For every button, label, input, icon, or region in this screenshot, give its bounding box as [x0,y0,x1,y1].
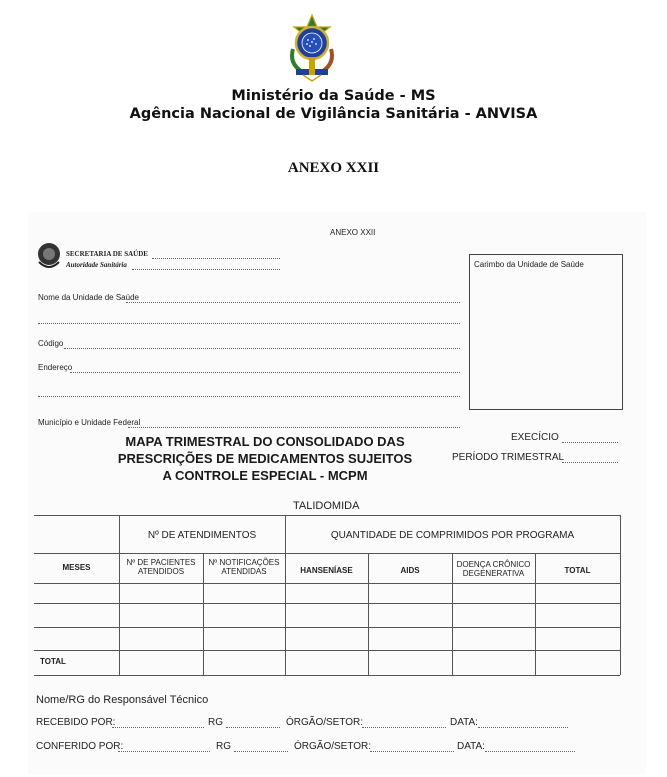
municipio-line [128,427,460,428]
autoridade-label: Autoridade Sanitária [66,261,127,269]
recebido-orgao-label: ÓRGÃO/SETOR: [286,717,364,728]
table-col-line-7 [620,515,621,675]
col-notificacoes: Nº NOTIFICAÇÕES ATENDIDAS [208,558,280,576]
exercicio-label: EXECÍCIO [511,432,559,443]
periodo-line [562,462,618,463]
nome-unidade-label: Nome da Unidade de Saúde [38,293,139,302]
col-pacientes: Nº DE PACIENTES ATENDIDOS [126,558,196,576]
table-col-line-2 [203,553,204,675]
table-bottom-border [34,675,620,676]
conferido-data-line [485,751,575,752]
substance-label: TALIDOMIDA [293,500,360,512]
table-header-bottom [34,583,620,584]
exercicio-line [562,442,618,443]
municipio-label: Município e Unidade Federal [38,418,141,427]
responsavel-label: Nome/RG do Responsável Técnico [36,694,209,706]
table-col-line-5 [452,553,453,675]
table-row-line-1 [34,603,620,604]
nome-unidade-line-2 [38,323,460,324]
table-row-line-2 [34,627,620,628]
emblem-icon [36,240,62,270]
conferido-rg-line [234,751,288,752]
table-row-line-3 [34,650,620,651]
codigo-label: Código [38,339,64,348]
recebido-rg-label: RG [208,717,223,728]
periodo-label: PERÍODO TRIMESTRAL [452,452,565,463]
endereco-line-2 [38,396,460,397]
recebido-line [112,727,204,728]
col-aids: AIDS [400,566,420,575]
endereco-label: Endereço [38,363,73,372]
brazil-coat-of-arms-icon [283,13,341,83]
agency-title: Agência Nacional de Vigilância Sanitária - ANVISA [129,106,538,122]
secretaria-line [152,258,280,259]
form-title-line1: MAPA TRIMESTRAL DO CONSOLIDADO DAS [125,434,405,449]
carimbo-label: Carimbo da Unidade de Saúde [474,260,584,269]
codigo-line [64,348,460,349]
header-atendimentos: Nº DE ATENDIMENTOS [147,530,257,541]
endereco-line [70,372,460,373]
conferido-data-label: DATA: [457,741,485,752]
col-hanseniase: HANSENÍASE [300,566,353,575]
table-top-border [34,515,620,516]
col-total: TOTAL [564,566,591,575]
recebido-data-label: DATA: [450,717,478,728]
form-title-line2: PRESCRIÇÕES DE MEDICAMENTOS SUJEITOS [117,451,413,466]
table-header-divider [34,553,620,554]
recebido-data-line [478,727,568,728]
col-doenca: DOENÇA CRÔNICO DEGENERATIVA [456,560,531,578]
nome-unidade-line [126,302,460,303]
conferido-orgao-line [370,751,454,752]
conferido-orgao-label: ÓRGÃO/SETOR: [294,741,372,752]
recebido-rg-line [226,727,280,728]
col-meses: MESES [62,563,91,572]
recebido-orgao-line [362,727,446,728]
autoridade-line [132,269,280,270]
form-annex-label: ANEXO XXII [330,228,376,237]
ministry-title: Ministério da Saúde - MS [231,88,436,104]
conferido-label: CONFERIDO POR: [36,741,124,752]
carimbo-box [469,254,623,410]
conferido-rg-label: RG [216,741,231,752]
recebido-label: RECEBIDO POR: [36,717,116,728]
annex-title: ANEXO XXII [287,160,380,176]
secretaria-label: SECRETARIA DE SAÚDE [66,250,148,258]
header-quantidade: QUANTIDADE DE COMPRIMIDOS POR PROGRAMA [330,530,575,541]
row-total: TOTAL [40,657,66,666]
form-title-line3: A CONTROLE ESPECIAL - MCPM [162,468,368,483]
conferido-line [118,751,210,752]
